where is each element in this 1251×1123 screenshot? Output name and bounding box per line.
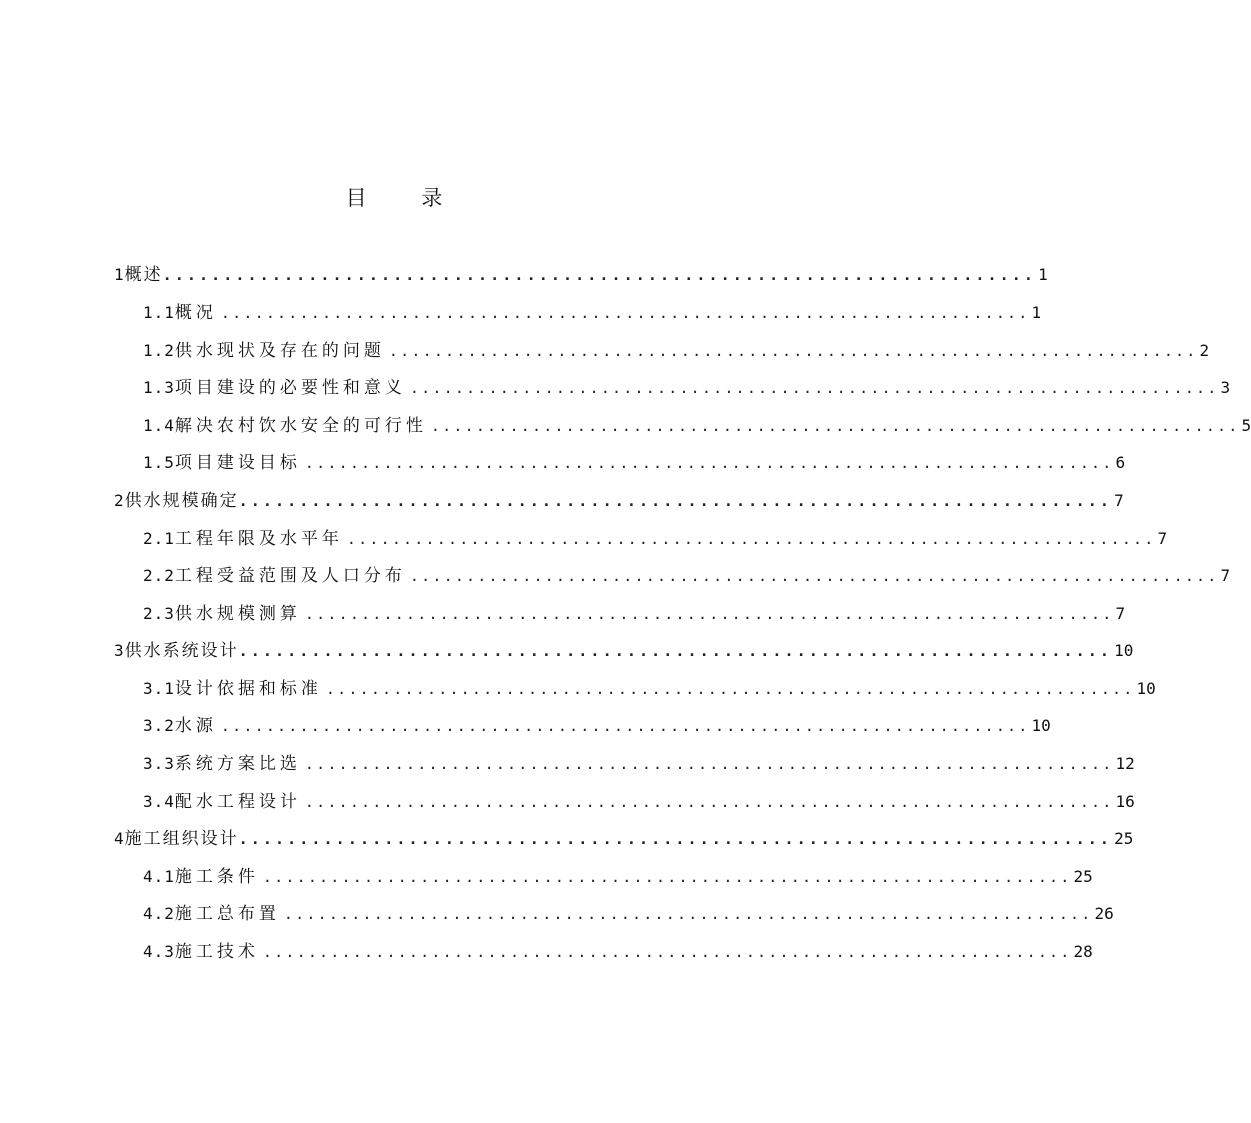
toc-entry-title: 施工技术	[174, 942, 259, 962]
toc-entry[interactable]	[143, 407, 1251, 437]
toc-entry-title: 施工总布置	[174, 904, 280, 924]
toc-entry-number: 4.2	[143, 904, 175, 923]
toc-entry-number: 3.3	[143, 754, 175, 773]
toc-entry-number: 1	[114, 265, 125, 284]
toc-entry-number: 1.1	[143, 303, 175, 322]
toc-entry-title: 工程年限及水平年	[174, 529, 343, 549]
toc-entry-page: 7	[1220, 566, 1231, 585]
toc-entry-number: 4	[114, 829, 125, 848]
dot-leader: ........................................................................	[238, 830, 1113, 848]
toc-entry-page: 3	[1220, 378, 1231, 397]
dot-leader: ........................................................................	[388, 342, 1198, 360]
toc-entry-number: 2.3	[143, 604, 175, 623]
dot-leader: ........................................................................	[409, 379, 1219, 397]
toc-entry-title: 施工组织设计	[124, 829, 239, 849]
toc-entry-page: 2	[1199, 341, 1210, 360]
toc-entry-page: 10	[1114, 641, 1134, 660]
toc-entry-page: 5	[1241, 416, 1251, 435]
toc-entry-title: 概况	[174, 303, 217, 323]
dot-leader: ........................................................................	[325, 680, 1135, 698]
toc-entry-number: 1.4	[143, 416, 175, 435]
toc-entry[interactable]	[114, 256, 1048, 286]
toc-entry-page: 12	[1115, 754, 1135, 773]
toc-entry-page: 28	[1073, 942, 1093, 961]
toc-entry-title: 供水规模测算	[174, 604, 301, 624]
toc-entry-page: 7	[1157, 529, 1168, 548]
toc-entry[interactable]	[143, 670, 1156, 700]
toc-entry[interactable]	[143, 444, 1126, 474]
toc-entry-title: 配水工程设计	[174, 792, 301, 812]
dot-leader: ........................................................................	[262, 943, 1072, 961]
dot-leader: ........................................................................	[220, 717, 1030, 735]
toc-entry[interactable]	[143, 520, 1168, 550]
toc-entry-page: 26	[1094, 904, 1114, 923]
toc-entry-number: 1.5	[143, 453, 175, 472]
toc-entry[interactable]	[143, 369, 1231, 399]
toc-entry-page: 25	[1114, 829, 1134, 848]
toc-entry-title: 解决农村饮水安全的可行性	[174, 416, 427, 436]
toc-entry-number: 4.3	[143, 942, 175, 961]
toc-entry[interactable]	[143, 332, 1210, 362]
dot-leader: ........................................................................	[304, 793, 1114, 811]
dot-leader: ........................................................................	[304, 755, 1114, 773]
toc-entry-title: 施工条件	[174, 867, 259, 887]
dot-leader: ........................................................................	[430, 417, 1240, 435]
toc-entry-number: 3.1	[143, 679, 175, 698]
toc-entry-number: 2.2	[143, 566, 175, 585]
toc-entry[interactable]	[114, 820, 1134, 850]
toc-entry[interactable]	[143, 858, 1093, 888]
page-title: 目 录	[345, 186, 467, 210]
toc-entry-page: 7	[1114, 491, 1124, 510]
dot-leader: ........................................................................	[304, 605, 1114, 623]
toc-entry[interactable]	[143, 294, 1042, 324]
toc-entry[interactable]	[143, 707, 1051, 737]
toc-entry-number: 3.2	[143, 716, 175, 735]
dot-leader: ........................................................................	[162, 266, 1037, 284]
toc-entry-page: 25	[1073, 867, 1093, 886]
toc-entry-title: 项目建设的必要性和意义	[174, 378, 406, 398]
toc-entry-number: 2	[114, 491, 125, 510]
toc-entry[interactable]	[114, 482, 1124, 512]
toc-entry-number: 2.1	[143, 529, 175, 548]
toc-entry-page: 6	[1115, 453, 1126, 472]
dot-leader: ........................................................................	[304, 454, 1114, 472]
toc-entry-page: 16	[1115, 792, 1135, 811]
dot-leader: ........................................................................	[283, 905, 1093, 923]
dot-leader: ........................................................................	[346, 530, 1156, 548]
toc-entry[interactable]	[143, 933, 1093, 963]
toc-entry-page: 1	[1031, 303, 1042, 322]
dot-leader: ........................................................................	[220, 304, 1030, 322]
toc-entry-number: 3	[114, 641, 125, 660]
toc-entry-title: 供水规模确定	[124, 491, 239, 511]
toc-entry-title: 项目建设目标	[174, 453, 301, 473]
toc-entry-title: 供水系统设计	[124, 641, 239, 661]
dot-leader: ........................................................................	[238, 642, 1113, 660]
dot-leader: ........................................................................	[409, 567, 1219, 585]
toc-entry-page: 1	[1038, 265, 1048, 284]
toc-entry-title: 供水现状及存在的问题	[174, 341, 385, 361]
toc-entry-page: 7	[1115, 604, 1126, 623]
toc-entry-page: 10	[1136, 679, 1156, 698]
toc-entry-title: 系统方案比选	[174, 754, 301, 774]
toc-entry[interactable]	[143, 595, 1126, 625]
dot-leader: ........................................................................	[262, 868, 1072, 886]
toc-entry-number: 3.4	[143, 792, 175, 811]
toc-entry[interactable]	[143, 557, 1231, 587]
toc-entry-title: 工程受益范围及人口分布	[174, 566, 406, 586]
toc-entry[interactable]	[114, 632, 1134, 662]
toc-entry[interactable]	[143, 783, 1135, 813]
toc-entry-title: 设计依据和标准	[174, 679, 322, 699]
toc-entry-page: 10	[1031, 716, 1051, 735]
toc-entry[interactable]	[143, 745, 1135, 775]
toc-entry-number: 1.2	[143, 341, 175, 360]
dot-leader: ........................................................................	[238, 492, 1113, 510]
toc-entry-number: 4.1	[143, 867, 175, 886]
toc-entry-title: 水源	[174, 716, 217, 736]
toc-entry-number: 1.3	[143, 378, 175, 397]
toc-entry-title: 概述	[124, 265, 163, 285]
toc-entry[interactable]	[143, 895, 1114, 925]
